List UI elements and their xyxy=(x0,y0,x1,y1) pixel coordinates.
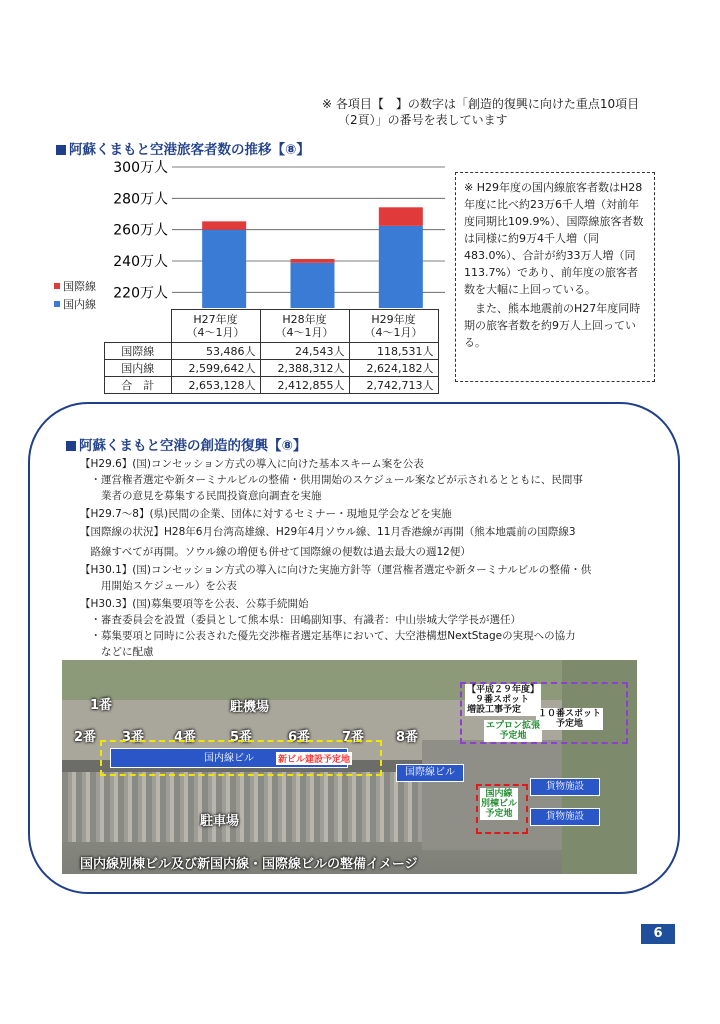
table-header-cell: H27年度 （4～1月） xyxy=(171,310,260,343)
passenger-table xyxy=(104,309,439,394)
list-item: 【国際線の状況】H28年6月台湾高雄線、H29年4月ソウル線、11月香港線が再開（熊本地震前の国際線3 路線すべてが再開。ソウル線の増便も併せて国際線の便数は過去最大の週12便） xyxy=(80,526,576,558)
h29-plan-label: 【平成２９年度】 ９番スポット 増設工事予定 xyxy=(467,685,540,715)
table-cell: 2,388,312人 xyxy=(260,360,349,377)
table-header-cell: H29年度 （4～1月） xyxy=(349,310,438,343)
recovery-list xyxy=(80,456,640,660)
spot-label: 3番 xyxy=(122,730,145,745)
table-cell: 2,624,182人 xyxy=(349,360,438,377)
page-number: 6 xyxy=(641,924,675,944)
bar-domestic xyxy=(202,230,246,308)
list-item: 【H29.6】(国)コンセッション方式の導入に向けた基本スキーム案を公表 ・運営権者選定や新ターミナルビルの整備・供用開始のスケジュール案などが示されるとともに、民間事 業者の意見を募集する民間投資意向調査を実施 xyxy=(80,458,583,502)
analysis-note-box xyxy=(455,172,655,382)
table-header-cell: H28年度 （4～1月） xyxy=(260,310,349,343)
table-cell: 2,742,713人 xyxy=(349,377,438,394)
list-item: 【H30.3】(国)募集要項等を公表、公募手続開始 ・審査委員会を設置（委員として熊本県：田嶋副知事、有識者：中山崇城大学学長が選任） ・募集要項と同時に公表された優先交渉権者選定基準において、大空港構想NextStageの実現への協力 などに配慮 xyxy=(80,598,576,658)
table-cell: 2,653,128人 xyxy=(171,377,260,394)
intl-building: 国際線ビル xyxy=(396,764,464,782)
table-row xyxy=(105,360,439,377)
legend-item-intl: 国際線 xyxy=(54,278,96,294)
airport-aerial-photo xyxy=(62,660,637,874)
bar-domestic xyxy=(291,263,335,308)
bar-international xyxy=(202,221,246,229)
section1-title-text: 阿蘇くまもと空港旅客者数の推移【⑧】 xyxy=(69,142,310,158)
table-cell: 2,412,855人 xyxy=(260,377,349,394)
cargo-facility: 貨物施設 xyxy=(530,778,600,796)
spot-label: 1番 xyxy=(90,698,113,713)
table-cell: 53,486人 xyxy=(171,343,260,360)
analysis-note-para2: また、熊本地震前のH27年度同時期の旅客者数を約9万人上回っている。 xyxy=(464,302,641,349)
legend-item-domestic: 国内線 xyxy=(54,296,96,312)
top-note xyxy=(322,96,682,128)
apron-label: 駐機場 xyxy=(230,700,270,715)
square-bullet-icon xyxy=(56,145,66,155)
annex-label: 国内線 別棟ビル 予定地 xyxy=(481,789,518,819)
spot-label: 4番 xyxy=(174,730,197,745)
table-header-row xyxy=(105,310,439,343)
spot-label: 8番 xyxy=(396,730,419,745)
bar-domestic xyxy=(379,226,423,308)
parking-label: 駐車場 xyxy=(200,814,240,829)
y-tick-label: 280万人 xyxy=(113,191,168,208)
table-cell: 2,599,642人 xyxy=(171,360,260,377)
section2-title xyxy=(66,434,306,454)
y-tick-label: 240万人 xyxy=(113,254,168,270)
spot-label: 6番 xyxy=(288,730,311,745)
chart-legend xyxy=(54,278,96,312)
top-note-line1: ※ 各項目【 】の数字は「創造的復興に向けた重点10項目 xyxy=(322,97,640,111)
y-tick-label: 260万人 xyxy=(113,222,168,239)
list-item: 【H29.7～8】(県)民間の企業、団体に対するセミナー・現地見学会などを実施 xyxy=(80,508,452,520)
table-row-label: 国内線 xyxy=(105,360,172,377)
apron-expansion-label: エプロン拡張 予定地 xyxy=(486,721,541,741)
bar-international xyxy=(379,207,423,226)
photo-caption: 国内線別棟ビル及び新国内線・国際線ビルの整備イメージ xyxy=(80,857,418,872)
new-building-label: 新ビル建設予定地 xyxy=(276,752,352,765)
table-row xyxy=(105,377,439,394)
square-bullet-icon xyxy=(66,441,76,451)
spot-label: 5番 xyxy=(230,730,253,745)
spot-label: 2番 xyxy=(74,730,97,745)
table-row-label: 合 計 xyxy=(105,377,172,394)
table-cell: 118,531人 xyxy=(349,343,438,360)
domestic-building: 国内線ビル xyxy=(110,748,348,768)
y-tick-label: 220万人 xyxy=(113,285,168,302)
passenger-chart xyxy=(100,155,450,310)
table-row-label: 国際線 xyxy=(105,343,172,360)
table-corner xyxy=(105,310,172,343)
analysis-note-para1: ※ H29年度の国内線旅客者数はH28年度に比べ約23万6千人増（対前年度同期比109.9%）、国際線旅客者数は同様に約9万4千人増（同483.0%）、合計が約33万人増（同113.7%）であり、前年度の旅客者数を大幅に上回っている。 xyxy=(464,181,644,296)
section2-title-text: 阿蘇くまもと空港の創造的復興【⑧】 xyxy=(79,438,307,454)
legend-swatch-domestic xyxy=(54,301,60,307)
cargo-facility: 貨物施設 xyxy=(530,808,600,826)
legend-swatch-intl xyxy=(54,283,60,289)
top-note-line2: （2頁）」の番号を表しています xyxy=(338,113,508,127)
list-item: 【H30.1】(国)コンセッション方式の導入に向けた実施方針等（運営権者選定や新ターミナルビルの整備・供 用開始スケジュール）を公表 xyxy=(80,564,592,592)
table-row xyxy=(105,343,439,360)
spot-label: 7番 xyxy=(342,730,365,745)
table-cell: 24,543人 xyxy=(260,343,349,360)
bar-international xyxy=(291,259,335,263)
spot10-label: １０番スポット 予定地 xyxy=(538,709,602,729)
y-tick-label: 300万人 xyxy=(113,160,168,176)
